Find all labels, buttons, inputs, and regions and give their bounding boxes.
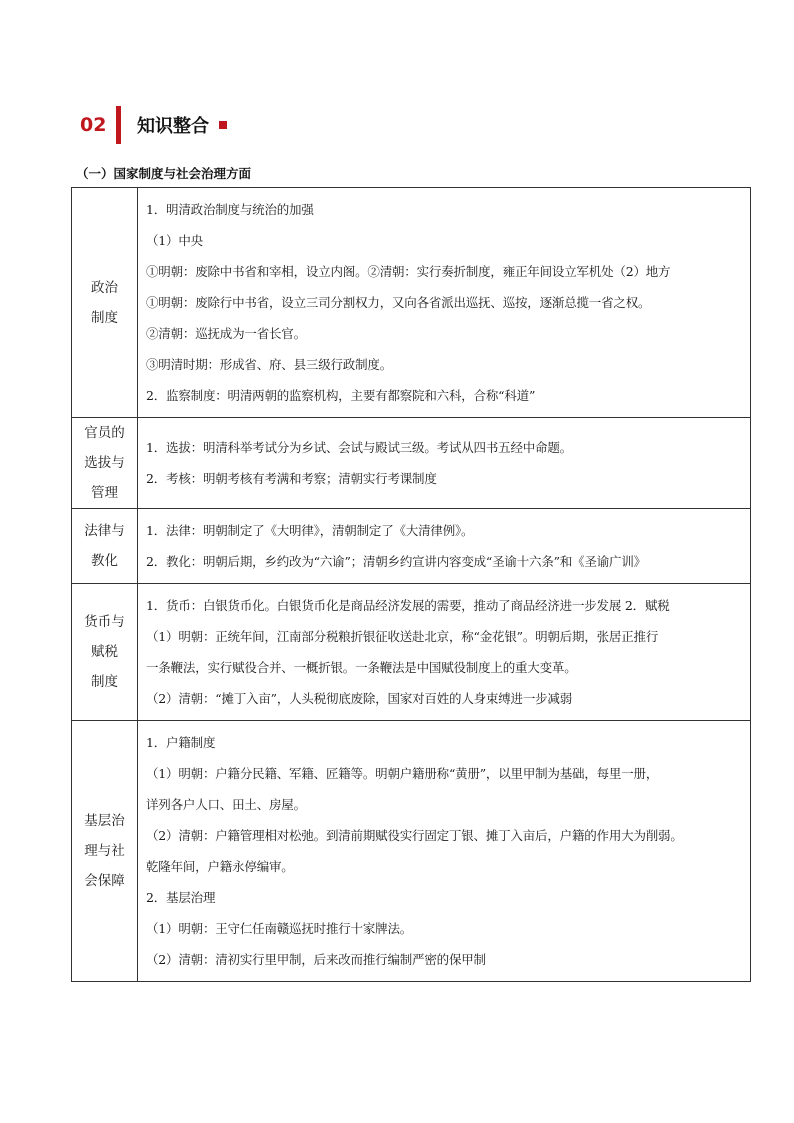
content-line: 2．考核：明朝考核有考满和考察；清朝实行考课制度	[146, 471, 437, 486]
category-label-line: 法律与	[84, 523, 125, 539]
content-line: 乾隆年间，户籍永停编审。	[146, 859, 294, 874]
knowledge-table	[71, 187, 751, 982]
category-label-line: 会保障	[84, 873, 125, 889]
category-cell	[72, 509, 138, 584]
content-line: 2．监察制度：明清两朝的监察机构，主要有都察院和六科，合称“科道”	[146, 388, 536, 403]
category-label-line: 政治	[91, 279, 118, 296]
section-title: 知识整合	[137, 116, 209, 137]
table-row	[72, 509, 751, 584]
content-cell	[138, 509, 751, 584]
category-cell	[72, 188, 138, 418]
category-cell	[72, 721, 138, 982]
section-divider-bar	[116, 106, 121, 144]
content-line: ①明朝：废除行中书省，设立三司分割权力，又向各省派出巡抚、巡按，逐渐总揽一省之权。	[146, 295, 651, 310]
content-line: 1．户籍制度	[146, 735, 216, 750]
content-line: 1．选拔：明清科举考试分为乡试、会试与殿试三级。考试从四书五经中命题。	[146, 440, 572, 455]
subsection-title: （一）国家制度与社会治理方面	[76, 166, 252, 181]
content-line: （1）明朝：王守仁任南赣巡抚时推行十家牌法。	[146, 921, 413, 936]
table-row	[72, 418, 751, 509]
category-cell	[72, 584, 138, 721]
content-line: （2）清朝：清初实行里甲制，后来改而推行编制严密的保甲制	[146, 952, 486, 967]
content-cell	[138, 721, 751, 982]
square-bullet-icon	[219, 121, 227, 129]
table-row	[72, 584, 751, 721]
table-row	[72, 721, 751, 982]
content-line: ①明朝：废除中书省和宰相，设立内阁。②清朝：实行奏折制度，雍正年间设立军机处（2）地方	[146, 264, 671, 279]
category-cell	[72, 418, 138, 509]
section-number: 02	[80, 114, 107, 136]
category-label-line: 基层治	[84, 813, 125, 829]
category-label-line: 制度	[91, 309, 118, 326]
category-label-line: 制度	[91, 674, 118, 690]
table-row	[72, 188, 751, 418]
content-cell	[138, 584, 751, 721]
content-line: （2）清朝：“摊丁入亩”，人头税彻底废除，国家对百姓的人身束缚进一步减弱	[146, 691, 573, 706]
content-line: （1）明朝：正统年间，江南部分税粮折银征收送赴北京，称“金花银”。明朝后期，张居正推行	[146, 629, 659, 644]
content-line: 1．货币：白银货币化。白银货币化是商品经济发展的需要，推动了商品经济进一步发展 2．赋税	[146, 598, 670, 613]
content-line: 1．法律：明朝制定了《大明律》，清朝制定了《大清律例》。	[146, 523, 474, 538]
content-line: （2）清朝：户籍管理相对松弛。到清前期赋役实行固定丁银、摊丁入亩后，户籍的作用大为削弱。	[146, 828, 683, 843]
content-cell	[138, 188, 751, 418]
content-line: 1．明清政治制度与统治的加强	[146, 202, 314, 217]
category-label-line: 理与社	[84, 843, 125, 859]
category-label-line: 管理	[91, 485, 118, 501]
content-line: （1）中央	[146, 233, 203, 248]
section-header	[72, 106, 227, 144]
content-cell	[138, 418, 751, 509]
category-label-line: 赋税	[91, 644, 118, 660]
content-line: 详列各户人口、田土、房屋。	[146, 797, 306, 812]
category-label-line: 货币与	[84, 614, 125, 630]
content-line: 2．教化：明朝后期，乡约改为“六谕”；清朝乡约宣讲内容变成“圣谕十六条”和《圣谕广训》	[146, 554, 646, 569]
content-line: 一条鞭法，实行赋役合并、一概折银。一条鞭法是中国赋役制度上的重大变革。	[146, 660, 577, 675]
category-label-line: 选拔与	[84, 455, 125, 471]
content-line: （1）明朝：户籍分民籍、军籍、匠籍等。明朝户籍册称“黄册”，以里甲制为基础，每里一册，	[146, 766, 659, 781]
category-label-line: 教化	[91, 553, 118, 569]
content-line: ②清朝：巡抚成为一省长官。	[146, 326, 306, 341]
content-line: 2．基层治理	[146, 890, 216, 905]
content-line: ③明清时期：形成省、府、县三级行政制度。	[146, 357, 393, 372]
category-label-line: 官员的	[84, 425, 125, 441]
